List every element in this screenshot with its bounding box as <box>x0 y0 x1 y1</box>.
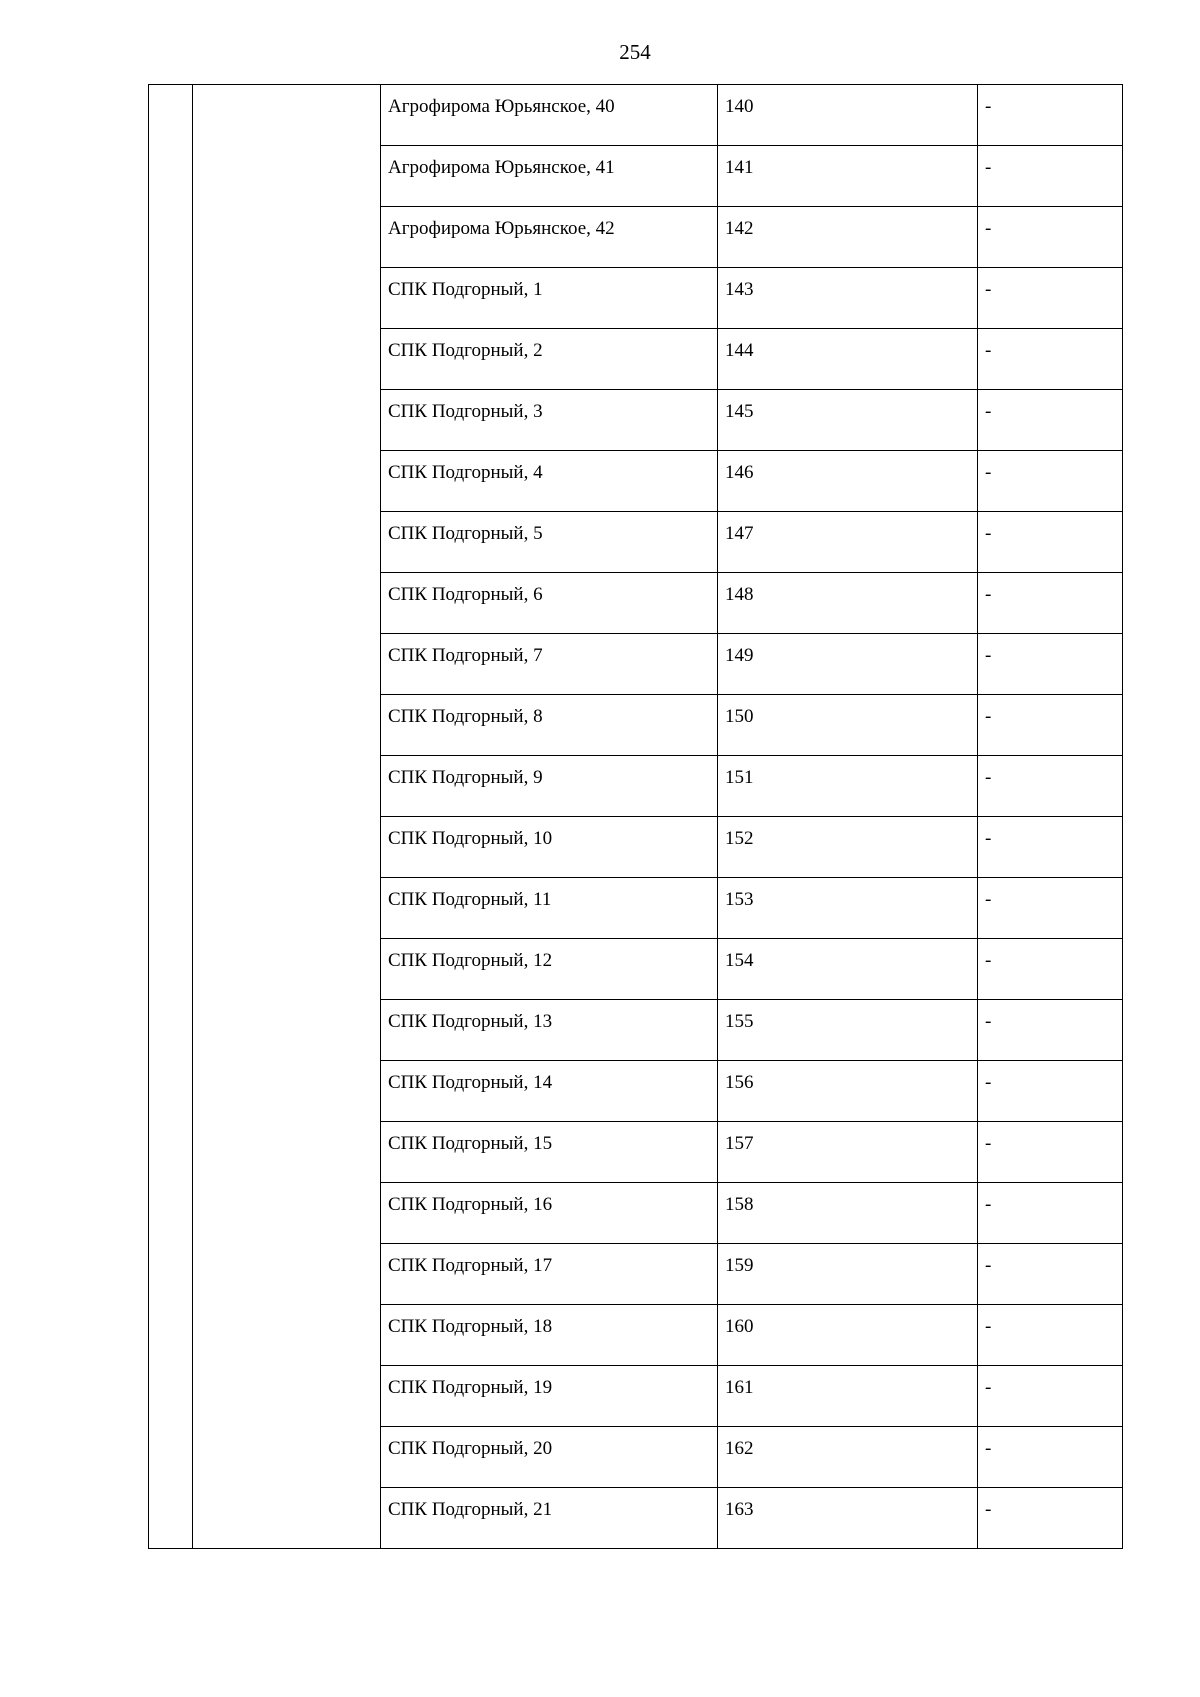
number-cell <box>718 329 978 390</box>
value-cell-text: - <box>985 401 992 422</box>
name-cell-text: СПК Подгорный, 3 <box>388 401 543 422</box>
name-cell <box>381 695 718 756</box>
value-cell-text: - <box>985 645 992 666</box>
value-cell-text: - <box>985 706 992 727</box>
number-cell <box>718 756 978 817</box>
name-cell <box>381 207 718 268</box>
name-cell <box>381 1122 718 1183</box>
name-cell-text: СПК Подгорный, 7 <box>388 645 543 666</box>
number-cell-text: 158 <box>725 1194 754 1215</box>
number-cell-text: 145 <box>725 401 754 422</box>
value-cell-text: - <box>985 828 992 849</box>
number-cell <box>718 268 978 329</box>
number-cell-text: 152 <box>725 828 754 849</box>
name-cell-text: СПК Подгорный, 21 <box>388 1499 553 1520</box>
value-cell <box>978 573 1123 634</box>
value-cell <box>978 634 1123 695</box>
name-cell <box>381 817 718 878</box>
value-cell-text: - <box>985 157 992 178</box>
number-cell <box>718 1366 978 1427</box>
number-cell <box>718 1305 978 1366</box>
number-cell-text: 142 <box>725 218 754 239</box>
name-cell-text: СПК Подгорный, 10 <box>388 828 553 849</box>
name-cell-text: СПК Подгорный, 2 <box>388 340 543 361</box>
name-cell-text: СПК Подгорный, 18 <box>388 1316 553 1337</box>
name-cell-text: СПК Подгорный, 9 <box>388 767 543 788</box>
number-cell-text: 149 <box>725 645 754 666</box>
name-cell-text: СПК Подгорный, 19 <box>388 1377 553 1398</box>
name-cell-text: СПК Подгорный, 14 <box>388 1072 553 1093</box>
name-cell-text: СПК Подгорный, 8 <box>388 706 543 727</box>
number-cell <box>718 146 978 207</box>
value-cell <box>978 85 1123 146</box>
name-cell-text: Агрофирома Юрьянское, 40 <box>388 96 615 117</box>
name-cell <box>381 146 718 207</box>
page-number: 254 <box>619 40 651 64</box>
name-cell-text: СПК Подгорный, 1 <box>388 279 543 300</box>
number-cell <box>718 573 978 634</box>
number-cell-text: 143 <box>725 279 754 300</box>
number-cell-text: 141 <box>725 157 754 178</box>
value-cell-text: - <box>985 1438 992 1459</box>
name-cell <box>381 1000 718 1061</box>
name-cell <box>381 939 718 1000</box>
value-cell-text: - <box>985 1316 992 1337</box>
merged-category-cell <box>193 85 381 1549</box>
value-cell <box>978 756 1123 817</box>
name-cell <box>381 512 718 573</box>
number-cell <box>718 390 978 451</box>
name-cell <box>381 1305 718 1366</box>
number-cell <box>718 1000 978 1061</box>
value-cell-text: - <box>985 1377 992 1398</box>
table-body <box>149 85 1123 1549</box>
value-cell <box>978 329 1123 390</box>
number-cell-text: 159 <box>725 1255 754 1276</box>
value-cell-text: - <box>985 1072 992 1093</box>
value-cell-text: - <box>985 889 992 910</box>
value-cell <box>978 695 1123 756</box>
name-cell <box>381 573 718 634</box>
merged-index-cell <box>149 85 193 1549</box>
value-cell-text: - <box>985 279 992 300</box>
value-cell <box>978 1366 1123 1427</box>
number-cell <box>718 817 978 878</box>
number-cell <box>718 1183 978 1244</box>
number-cell-text: 160 <box>725 1316 754 1337</box>
number-cell-text: 154 <box>725 950 754 971</box>
number-cell <box>718 1061 978 1122</box>
value-cell <box>978 146 1123 207</box>
number-cell-text: 144 <box>725 340 754 361</box>
name-cell-text: СПК Подгорный, 6 <box>388 584 543 605</box>
value-cell-text: - <box>985 1011 992 1032</box>
number-cell-text: 162 <box>725 1438 754 1459</box>
name-cell-text: СПК Подгорный, 17 <box>388 1255 553 1276</box>
name-cell <box>381 1427 718 1488</box>
name-cell-text: СПК Подгорный, 5 <box>388 523 543 544</box>
name-cell <box>381 85 718 146</box>
name-cell <box>381 756 718 817</box>
number-cell-text: 148 <box>725 584 754 605</box>
name-cell <box>381 1366 718 1427</box>
value-cell <box>978 1427 1123 1488</box>
value-cell <box>978 1305 1123 1366</box>
value-cell <box>978 1488 1123 1549</box>
value-cell-text: - <box>985 767 992 788</box>
name-cell-text: СПК Подгорный, 4 <box>388 462 543 483</box>
name-cell <box>381 1061 718 1122</box>
name-cell-text: СПК Подгорный, 11 <box>388 889 552 910</box>
number-cell-text: 153 <box>725 889 754 910</box>
name-cell <box>381 878 718 939</box>
number-cell <box>718 1244 978 1305</box>
number-cell <box>718 85 978 146</box>
value-cell-text: - <box>985 462 992 483</box>
table-row <box>149 85 1123 146</box>
number-cell <box>718 451 978 512</box>
value-cell <box>978 1244 1123 1305</box>
value-cell-text: - <box>985 218 992 239</box>
number-cell <box>718 695 978 756</box>
value-cell <box>978 1000 1123 1061</box>
number-cell <box>718 878 978 939</box>
value-cell-text: - <box>985 1499 992 1520</box>
name-cell-text: СПК Подгорный, 15 <box>388 1133 553 1154</box>
number-cell <box>718 1122 978 1183</box>
name-cell-text: СПК Подгорный, 12 <box>388 950 553 971</box>
value-cell <box>978 817 1123 878</box>
name-cell <box>381 451 718 512</box>
value-cell <box>978 268 1123 329</box>
data-table <box>148 84 1123 1549</box>
number-cell <box>718 512 978 573</box>
value-cell <box>978 1183 1123 1244</box>
number-cell-text: 140 <box>725 96 754 117</box>
name-cell <box>381 1244 718 1305</box>
value-cell <box>978 207 1123 268</box>
number-cell-text: 147 <box>725 523 754 544</box>
number-cell <box>718 939 978 1000</box>
value-cell-text: - <box>985 340 992 361</box>
value-cell <box>978 939 1123 1000</box>
value-cell-text: - <box>985 584 992 605</box>
name-cell-text: Агрофирома Юрьянское, 42 <box>388 218 615 239</box>
number-cell <box>718 1427 978 1488</box>
value-cell-text: - <box>985 1133 992 1154</box>
name-cell-text: СПК Подгорный, 16 <box>388 1194 553 1215</box>
value-cell-text: - <box>985 1194 992 1215</box>
name-cell-text: СПК Подгорный, 20 <box>388 1438 553 1459</box>
number-cell <box>718 634 978 695</box>
value-cell <box>978 1122 1123 1183</box>
name-cell-text: Агрофирома Юрьянское, 41 <box>388 157 615 178</box>
name-cell <box>381 390 718 451</box>
value-cell <box>978 878 1123 939</box>
name-cell <box>381 634 718 695</box>
name-cell-text: СПК Подгорный, 13 <box>388 1011 553 1032</box>
number-cell <box>718 207 978 268</box>
value-cell-text: - <box>985 950 992 971</box>
number-cell-text: 157 <box>725 1133 754 1154</box>
number-cell-text: 155 <box>725 1011 754 1032</box>
value-cell-text: - <box>985 96 992 117</box>
name-cell <box>381 329 718 390</box>
value-cell <box>978 390 1123 451</box>
value-cell <box>978 1061 1123 1122</box>
number-cell <box>718 1488 978 1549</box>
number-cell-text: 156 <box>725 1072 754 1093</box>
value-cell <box>978 512 1123 573</box>
number-cell-text: 150 <box>725 706 754 727</box>
number-cell-text: 146 <box>725 462 754 483</box>
number-cell-text: 151 <box>725 767 754 788</box>
number-cell-text: 163 <box>725 1499 754 1520</box>
value-cell <box>978 451 1123 512</box>
name-cell <box>381 268 718 329</box>
name-cell <box>381 1488 718 1549</box>
name-cell <box>381 1183 718 1244</box>
number-cell-text: 161 <box>725 1377 754 1398</box>
value-cell-text: - <box>985 523 992 544</box>
value-cell-text: - <box>985 1255 992 1276</box>
